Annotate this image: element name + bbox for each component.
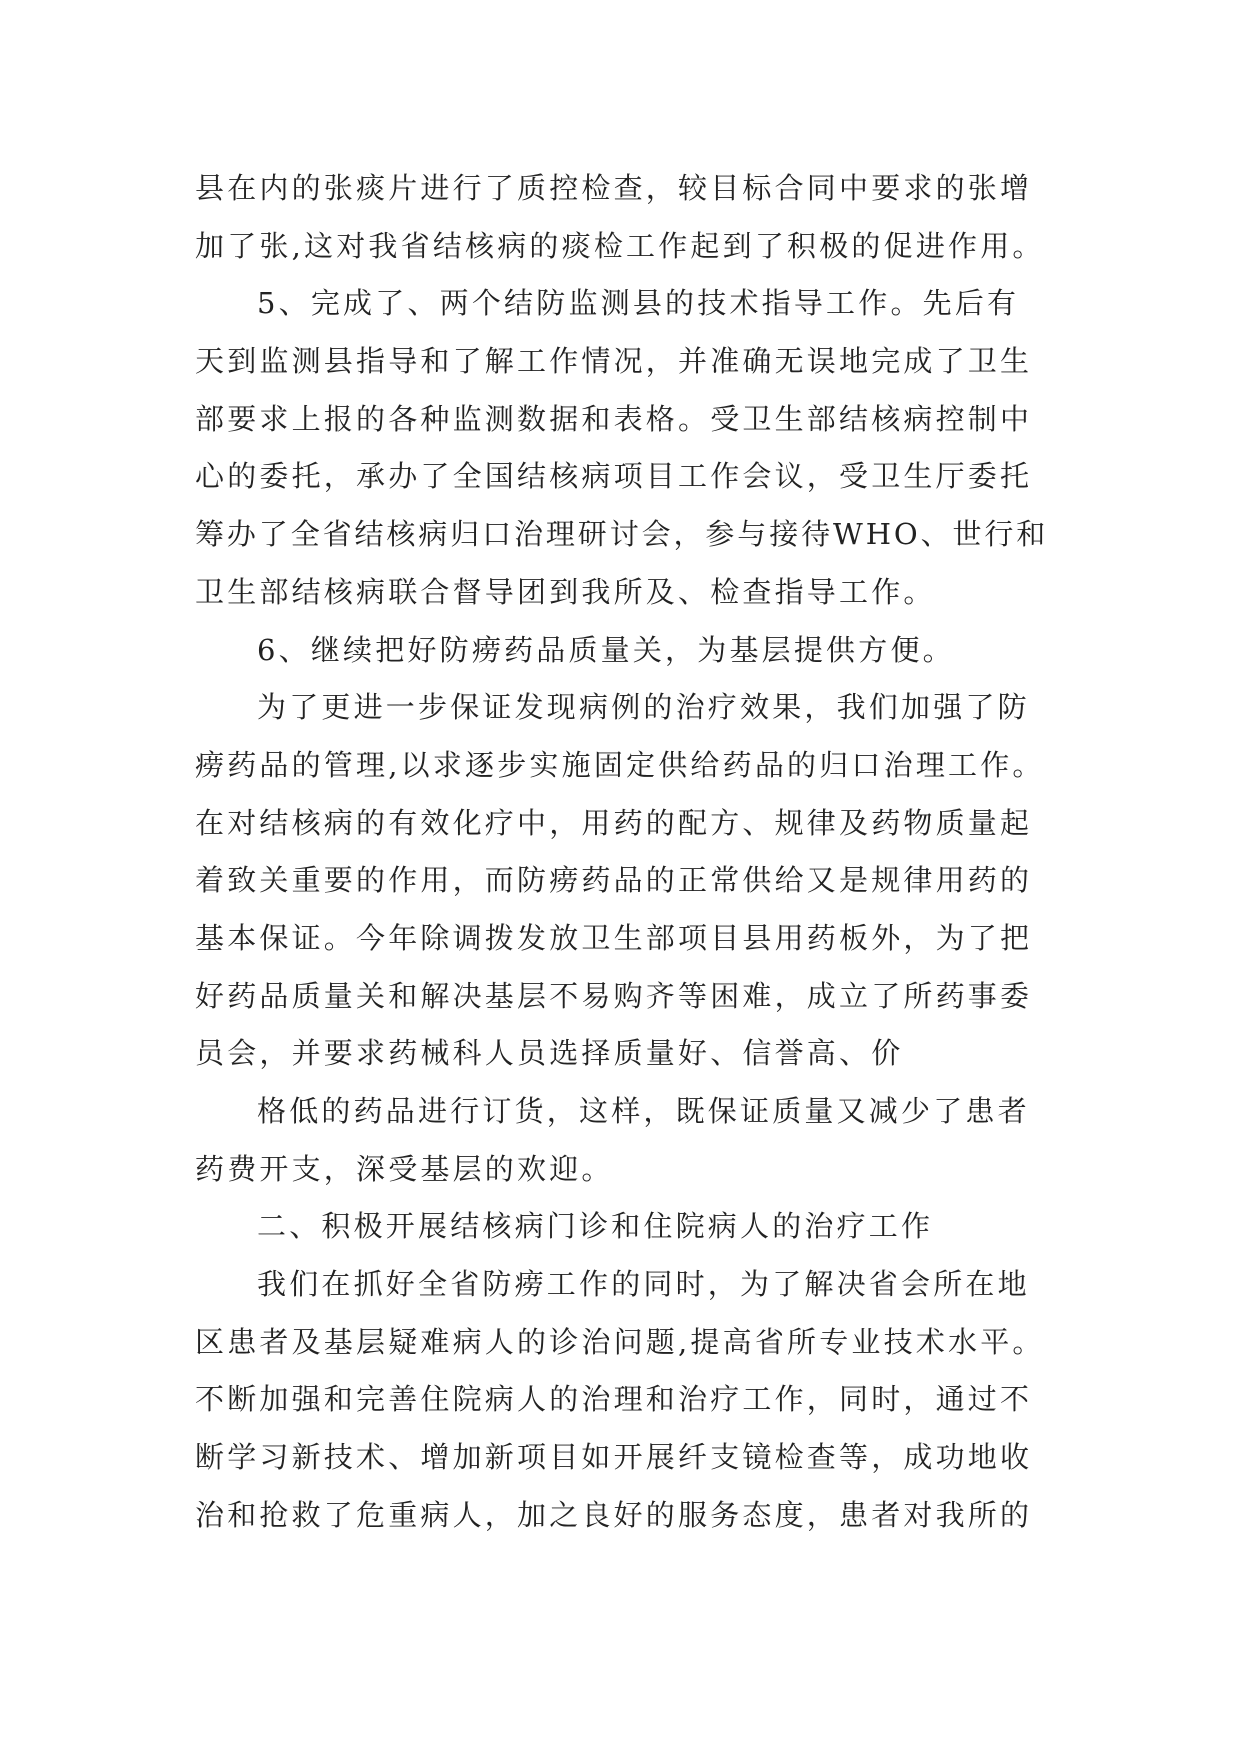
text-line: 区患者及基层疑难病人的诊治问题,提高省所专业技术水平。: [195, 1324, 1045, 1359]
text-line: 天到监测县指导和了解工作情况，并准确无误地完成了卫生: [195, 344, 1033, 379]
text-line: 筹办了全省结核病归口治理研讨会，参与接待WHO、世行和: [195, 517, 1049, 552]
text-line: 县在内的张痰片进行了质控检查，较目标合同中要求的张增: [195, 171, 1033, 205]
text-line: 治和抢救了危重病人，加之良好的服务态度，患者对我所的: [195, 1497, 1033, 1532]
text-line: 为了更进一步保证发现病例的治疗效果，我们加强了防: [257, 690, 1030, 725]
body-text: [195, 160, 1055, 1545]
text-line: 我们在抓好全省防痨工作的同时，为了解决省会所在地: [257, 1267, 1030, 1302]
text-line: 加了张,这对我省结核病的痰检工作起到了积极的促进作用。: [195, 228, 1045, 263]
text-line: 基本保证。今年除调拨发放卫生部项目县用药板外，为了把: [195, 920, 1033, 955]
text-line: 6、继续把好防痨药品质量关，为基层提供方便。: [257, 632, 955, 667]
text-line: 心的委托，承办了全国结核病项目工作会议，受卫生厅委托: [195, 459, 1033, 494]
text-line: 二、积极开展结核病门诊和住院病人的治疗工作: [257, 1209, 934, 1244]
text-line: 部要求上报的各种监测数据和表格。受卫生部结核病控制中: [195, 401, 1033, 436]
text-line: 着致关重要的作用，而防痨药品的正常供给又是规律用药的: [195, 863, 1033, 898]
text-line: 药费开支，深受基层的欢迎。: [195, 1151, 614, 1186]
text-line: 5、完成了、两个结防监测县的技术指导工作。先后有: [257, 286, 1020, 321]
text-line: 痨药品的管理,以求逐步实施固定供给药品的归口治理工作。: [195, 747, 1045, 782]
text-line: 卫生部结核病联合督导团到我所及、检查指导工作。: [195, 574, 936, 609]
text-line: 断学习新技术、增加新项目如开展纤支镜检查等，成功地收: [195, 1440, 1033, 1475]
text-line: 在对结核病的有效化疗中，用药的配方、规律及药物质量起: [195, 805, 1033, 840]
text-line: 不断加强和完善住院病人的治理和治疗工作，同时，通过不: [195, 1382, 1033, 1417]
text-line: 好药品质量关和解决基层不易购齐等困难，成立了所药事委: [195, 978, 1033, 1013]
text-line: 格低的药品进行订货，这样，既保证质量又减少了患者: [257, 1094, 1030, 1128]
text-line: 员会，并要求药械科人员选择质量好、信誉高、价: [195, 1036, 904, 1071]
